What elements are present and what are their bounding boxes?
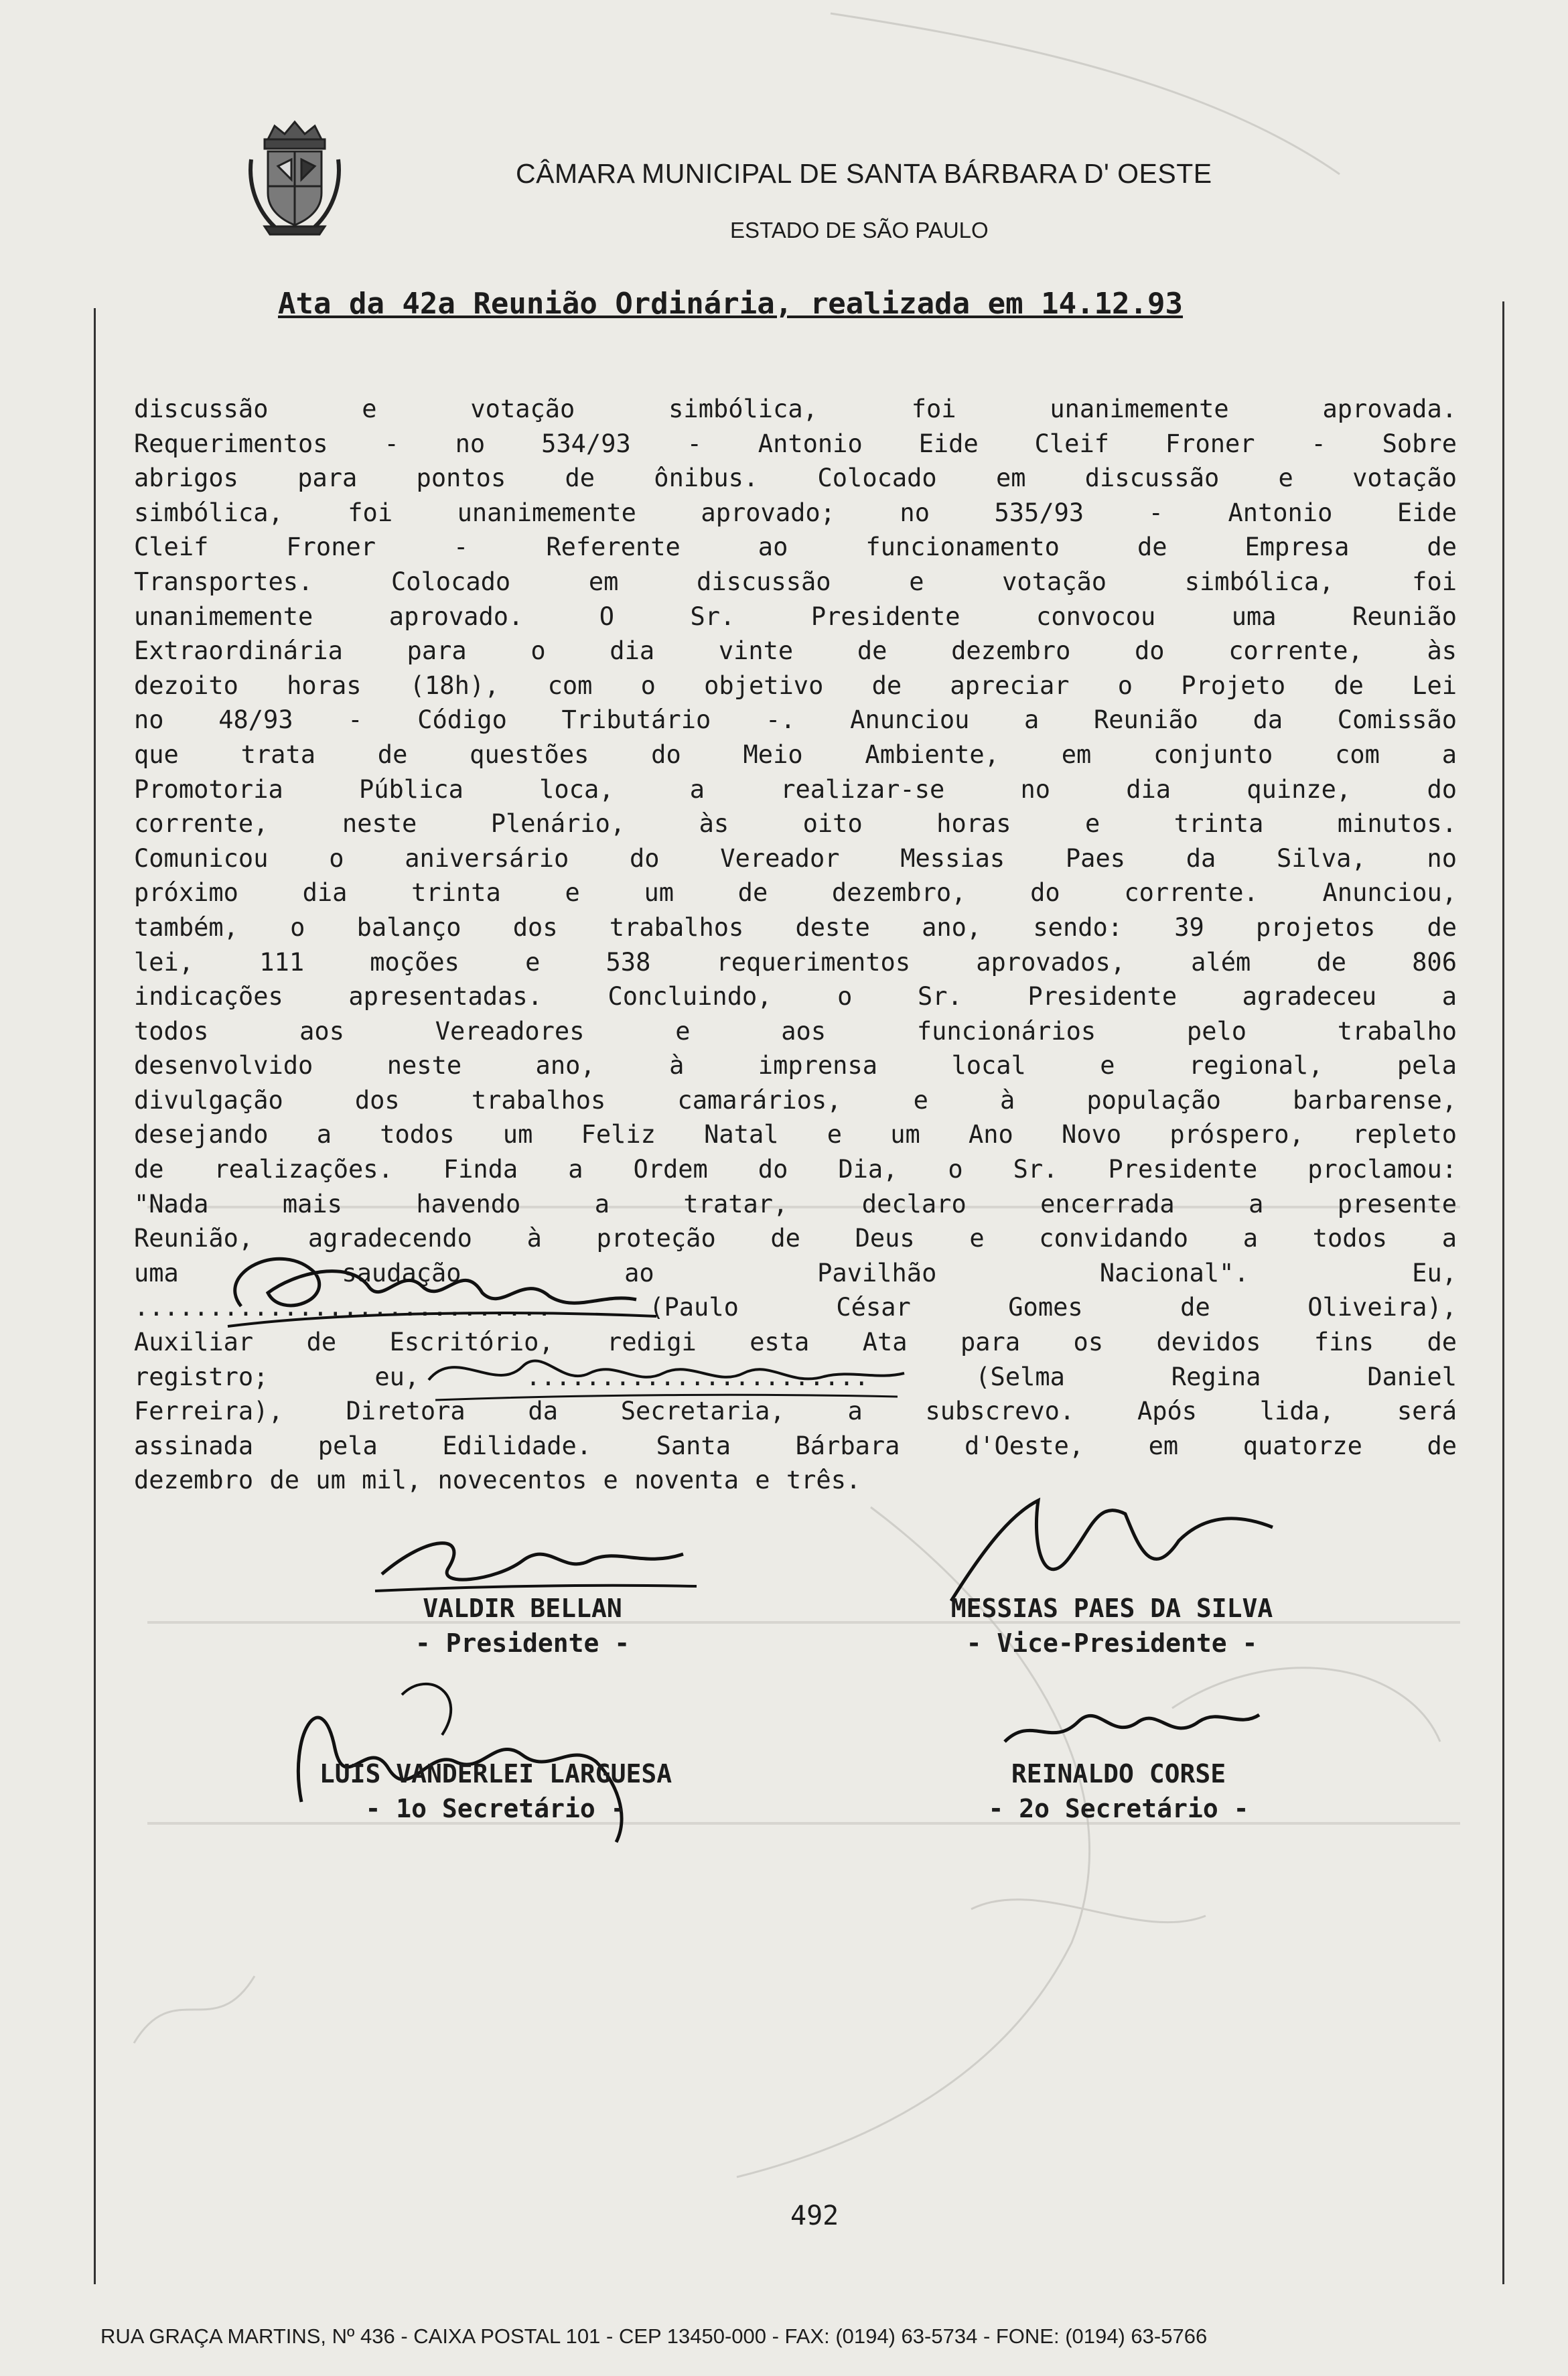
body-line: divulgação dos trabalhos camarários, e à população barbarense, <box>134 1085 1457 1115</box>
body-line: Promotoria Pública loca, a realizar-se no dia quinze, do <box>134 774 1457 804</box>
institution-name: CÂMARA MUNICIPAL DE SANTA BÁRBARA D' OESTE <box>516 158 1212 189</box>
body-line: Cleif Froner - Referente ao funcionamento de Empresa de <box>134 533 1457 562</box>
signatory-role: - 1o Secretário - <box>365 1794 626 1823</box>
signature-selma <box>415 1333 911 1413</box>
signatory-role: - 2o Secretário - <box>988 1794 1249 1823</box>
signatory-role: - Presidente - <box>415 1628 630 1658</box>
body-line: Extraordinária para o dia vinte de dezembro do corrente, às <box>134 636 1457 666</box>
signatory-president <box>301 1591 743 1661</box>
body-line: assinada pela Edilidade. Santa Bárbara d'Oeste, em quatorze de <box>134 1431 1457 1460</box>
body-line: abrigos para pontos de ônibus. Colocado em discussão e votação <box>134 464 1457 493</box>
body-line: registro; eu, ....................... (Selma Regina Daniel <box>134 1362 1457 1391</box>
left-margin-rule <box>94 308 96 2284</box>
coat-of-arms-logo <box>244 119 345 236</box>
body-line: simbólica, foi unanimemente aprovado; no 535/93 - Antonio Eide <box>134 498 1457 527</box>
body-line: "Nada mais havendo a tratar, declaro encerrada a presente <box>134 1189 1457 1218</box>
body-line: ............................ (Paulo César Gomes de Oliveira), <box>134 1293 1457 1322</box>
signatory-first-secretary <box>221 1756 770 1826</box>
page-number: 492 <box>790 2200 839 2231</box>
body-line: no 48/93 - Código Tributário -. Anunciou a Reunião da Comissão <box>134 705 1457 735</box>
footer-address: RUA GRAÇA MARTINS, Nº 436 - CAIXA POSTAL 101 - CEP 13450-000 - FAX: (0194) 63-5734 - FONE: (0194) 63-5766 <box>100 2324 1208 2348</box>
body-line: dezoito horas (18h), com o objetivo de apreciar o Projeto de Lei <box>134 671 1457 700</box>
signature-paulo <box>201 1233 670 1340</box>
body-line: todos aos Vereadores e aos funcionários pelo trabalho <box>134 1016 1457 1046</box>
signatory-name: LUIS VANDERLEI LARGUESA <box>319 1759 672 1789</box>
body-line: Transportes. Colocado em discussão e votação simbólica, foi <box>134 567 1457 596</box>
body-line: discussão e votação simbólica, foi unanimemente aprovada. <box>134 395 1457 423</box>
body-line: Requerimentos - no 534/93 - Antonio Eide Cleif Froner - Sobre <box>134 429 1457 458</box>
signature-reinaldo <box>991 1675 1273 1762</box>
body-line: Comunicou o aniversário do Vereador Messias Paes da Silva, no <box>134 843 1457 873</box>
body-line: uma saudação ao Pavilhão Nacional". Eu, <box>134 1258 1457 1287</box>
body-line: desenvolvido neste ano, à imprensa local e regional, pela <box>134 1051 1457 1080</box>
signatory-second-secretary <box>891 1756 1346 1826</box>
body-line: que trata de questões do Meio Ambiente, em conjunto com a <box>134 740 1457 769</box>
body-line: de realizações. Finda a Ordem do Dia, o Sr. Presidente proclamou: <box>134 1155 1457 1184</box>
signatory-name: VALDIR BELLAN <box>423 1594 622 1623</box>
body-line: próximo dia trinta e um de dezembro, do corrente. Anunciou, <box>134 878 1457 908</box>
signatory-name: MESSIAS PAES DA SILVA <box>950 1594 1273 1623</box>
right-margin-rule <box>1502 301 1504 2284</box>
body-line: desejando a todos um Feliz Natal e um Ano Novo próspero, repleto <box>134 1120 1457 1149</box>
body-line: dezembro de um mil, novecentos e noventa e três. <box>134 1466 861 1495</box>
body-line: indicações apresentadas. Concluindo, o Sr. Presidente agradeceu a <box>134 982 1457 1011</box>
body-line: Reunião, agradecendo à proteção de Deus e convidando a todos a <box>134 1224 1457 1253</box>
signatory-name: REINALDO CORSE <box>1011 1759 1226 1789</box>
document-title: Ata da 42a Reunião Ordinária, realizada em 14.12.93 <box>278 287 1184 321</box>
body-line: Auxiliar de Escritório, redigi esta Ata para os devidos fins de <box>134 1328 1457 1357</box>
body-line: Ferreira), Diretora da Secretaria, a subscrevo. Após lida, será <box>134 1397 1457 1426</box>
body-line: unanimemente aprovado. O Sr. Presidente convocou uma Reunião <box>134 602 1457 631</box>
body-line: também, o balanço dos trabalhos deste ano, sendo: 39 projetos de <box>134 912 1457 942</box>
body-line: lei, 111 moções e 538 requerimentos aprovados, além de 806 <box>134 947 1457 977</box>
signatory-role: - Vice-Presidente - <box>966 1628 1258 1658</box>
signature-valdir <box>362 1507 710 1601</box>
body-line: corrente, neste Plenário, às oito horas e trinta minutos. <box>134 809 1457 839</box>
signatory-vice-president <box>857 1591 1366 1661</box>
institution-state: ESTADO DE SÃO PAULO <box>730 218 989 242</box>
